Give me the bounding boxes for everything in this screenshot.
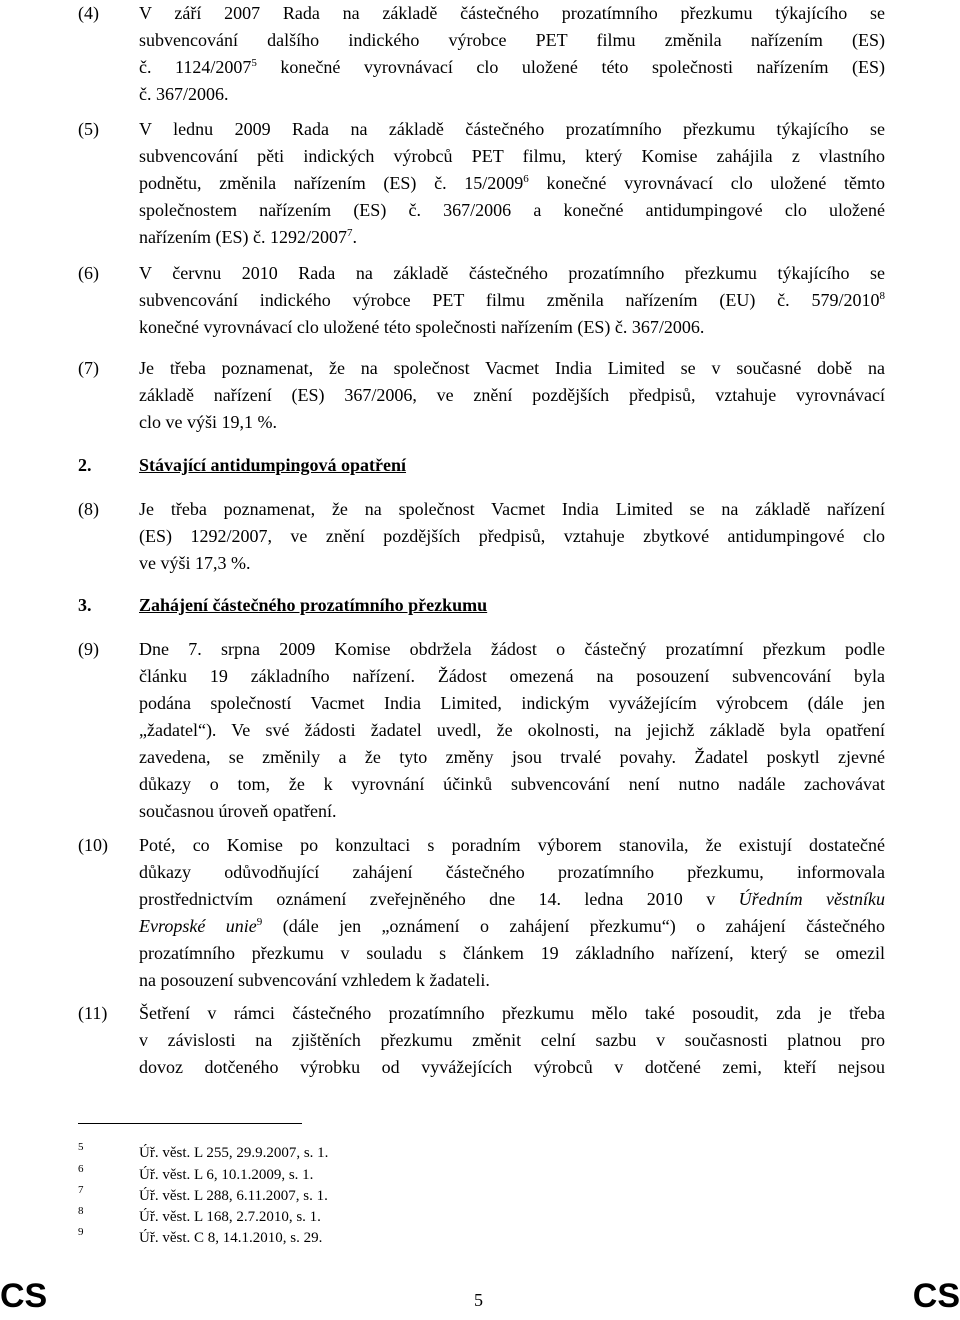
section-heading [78, 452, 406, 479]
text-line: konečné vyrovnávací clo uložené této společnosti nařízením (ES) č. 367/2006. [139, 317, 705, 337]
footnote-text: Úř. věst. L 255, 29.9.2007, s. 1. [139, 1145, 329, 1161]
paragraph-number: (6) [78, 263, 99, 283]
paragraph-number: (7) [78, 358, 99, 378]
heading-title: Stávající antidumpingová opatření [139, 455, 407, 475]
footnote [0, 1186, 960, 1207]
paragraph-number: (5) [78, 119, 99, 139]
text-line: „žadatel“). Ve své žádosti žadatel uvedl, že okolnosti, na jejichž základě byla opatření [139, 720, 885, 740]
text-line: Je třeba poznamenat, že na společnost Vacmet India Limited se na základě nařízení [139, 499, 885, 519]
text-line: Poté, co Komise po konzultaci s poradním výborem stanovila, že existují dostatečné [139, 835, 885, 855]
heading-title: Zahájení částečného prozatímního přezkumu [139, 595, 488, 615]
text-line: článku 19 základního nařízení. Žádost omezená na posouzení subvencování byla [139, 666, 885, 686]
footnote-number: 9 [78, 1226, 84, 1238]
text-line: (ES) 1292/2007, ve znění pozdějších předpisů, vztahuje zbytkové antidumpingové clo [139, 526, 885, 546]
text-line: základě nařízení (ES) 367/2006, ve znění pozdějších předpisů, vztahuje vyrovnávací [139, 385, 885, 405]
text-line: nařízením (ES) č. 1292/2007$^7$. [139, 227, 357, 247]
text-line: důkazy o tom, že k vyrovnání účinků subvencování není nutno nadále zachovávat [139, 774, 885, 794]
footnote [0, 1228, 960, 1249]
footnote-ref: 9 [256, 916, 263, 928]
text-line: V lednu 2009 Rada na základě částečného prozatímního přezkumu týkajícího se [139, 119, 885, 139]
paragraph-number: (11) [78, 1003, 108, 1023]
text-line: č. 367/2006. [139, 84, 229, 104]
section-heading [78, 592, 487, 619]
text-line: prozatímního přezkumu v souladu s článkem 19 základního nařízení, který se omezil [139, 943, 885, 963]
footnote-number: 6 [78, 1163, 84, 1175]
text-line: subvencování pěti indických výrobců PET filmu, který Komise zahájila z vlastního [139, 146, 885, 166]
footnote [0, 1165, 960, 1186]
footnote-text: Úř. věst. C 8, 14.1.2010, s. 29. [139, 1230, 323, 1246]
text-line: společnostem nařízením (ES) č. 367/2006 a konečné antidumpingové clo uložené [139, 200, 885, 220]
paragraph-number: (4) [78, 3, 99, 23]
text-line: subvencování dalšího indického výrobce PET filmu změnila nařízením (ES) [139, 30, 885, 50]
footnote-text: Úř. věst. L 6, 10.1.2009, s. 1. [139, 1167, 314, 1183]
text-line: v závislosti na zjištěních přezkumu změnit celní sazbu v současnosti platnou pro [139, 1030, 885, 1050]
text-line: Šetření v rámci částečného prozatímního přezkumu mělo také posoudit, zda je třeba [139, 1003, 885, 1023]
text-line: Dne 7. srpna 2009 Komise obdržela žádost o částečný prozatímní přezkum podle [139, 639, 885, 659]
text-line: Evropské unie$^9$ (dále jen „oznámení o zahájení přezkumu“) o zahájení částečného [139, 916, 886, 936]
footnote-number: 8 [78, 1205, 84, 1217]
footnote-ref: 5 [251, 57, 257, 69]
text-line: subvencování indického výrobce PET filmu změnila nařízením (EU) č. 579/2010$^8$ [139, 290, 885, 310]
text-line: V červnu 2010 Rada na základě částečného prozatímního přezkumu týkajícího se [139, 263, 885, 283]
text-line: ve výši 17,3 %. [139, 553, 251, 573]
footnote-divider [78, 1123, 302, 1124]
footnote-text: Úř. věst. L 168, 2.7.2010, s. 1. [139, 1209, 321, 1225]
footnote-ref: 8 [879, 290, 885, 302]
heading-number: 3. [78, 595, 92, 615]
language-code-left: CS [0, 1277, 48, 1315]
paragraph-number: (10) [78, 835, 108, 855]
text-line: na posouzení subvencování vzhledem k žadateli. [139, 970, 490, 990]
paragraph-number: (9) [78, 639, 99, 659]
text-line: zavedena, se změnily a že tyto změny jsou trvalé povahy. Žadatel poskytl zjevné [139, 747, 885, 767]
text-line: clo ve výši 19,1 %. [139, 412, 277, 432]
footnote [0, 1207, 960, 1228]
footnote [0, 1143, 960, 1164]
text-line: V září 2007 Rada na základě částečného prozatímního přezkumu týkajícího se [139, 3, 885, 23]
paragraph-number: (8) [78, 499, 99, 519]
text-line: podnětu, změnila nařízením (ES) č. 15/2009$^6$ konečné vyrovnávací clo uložené těmto [139, 173, 885, 193]
text-line: dovoz dotčeného výrobku od vyvážejících výrobců v dotčené zemi, kteří nejsou [139, 1057, 885, 1077]
text-line: Je třeba poznamenat, že na společnost Vacmet India Limited se v současné době na [139, 358, 885, 378]
footnote-number: 5 [78, 1141, 84, 1153]
language-code-right: CS [912, 1277, 960, 1315]
heading-number: 2. [78, 455, 92, 475]
page-number: 5 [474, 1290, 483, 1310]
footnote-number: 7 [78, 1184, 84, 1196]
text-line: současnou úroveň opatření. [139, 801, 337, 821]
footnote-ref: 6 [523, 173, 529, 185]
text-line: č. 1124/2007$^5$ konečné vyrovnávací clo uložené této společnosti nařízením (ES) [139, 57, 885, 77]
footnote-text: Úř. věst. L 288, 6.11.2007, s. 1. [139, 1188, 328, 1204]
footnote-ref: 7 [346, 227, 353, 239]
text-line: důkazy odůvodňující zahájení částečného prozatímního přezkumu, informovala [139, 862, 885, 882]
text-line: prostřednictvím oznámení zveřejněného dne 14. ledna 2010 v Úředním věstníku [139, 889, 886, 909]
text-line: podána společností Vacmet India Limited, indickým vyvážejícím výrobcem (dále jen [139, 693, 885, 713]
